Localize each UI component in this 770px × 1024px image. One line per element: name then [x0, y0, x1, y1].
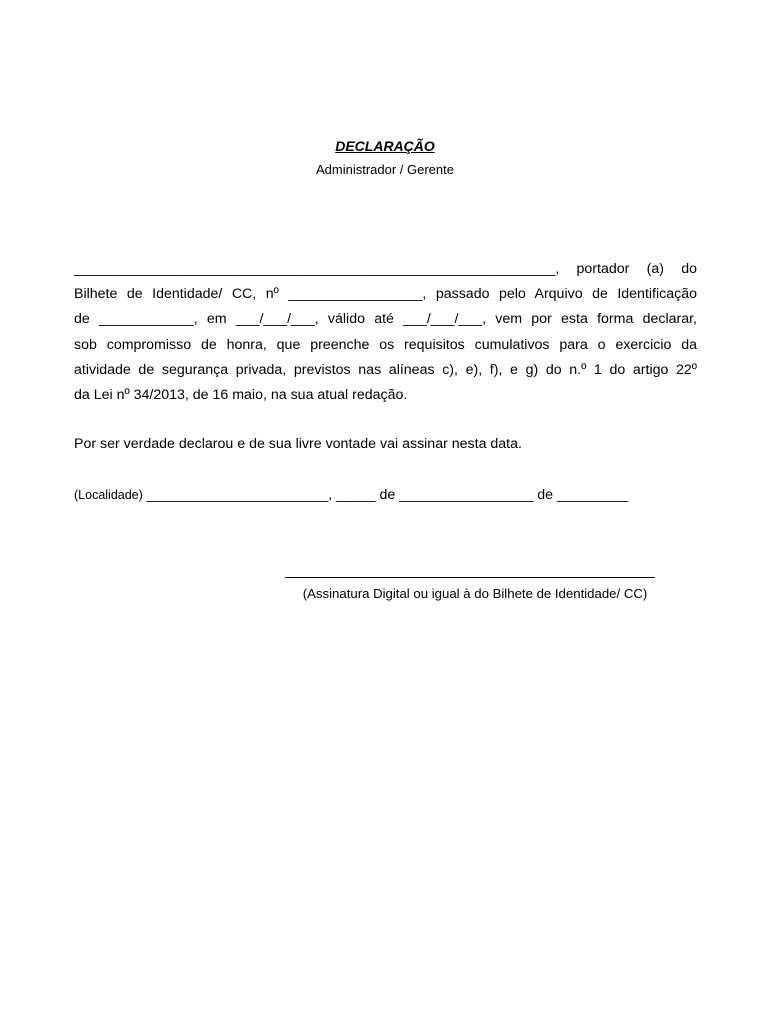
signature-caption: (Assinatura Digital ou igual à do Bilhete de Identidade/ CC) — [302, 586, 648, 601]
locality-date-line — [74, 485, 628, 505]
locality-label: (Localidade) — [74, 488, 143, 502]
document-subtitle: Administrador / Gerente — [315, 162, 454, 177]
closing-statement: Por ser verdade declarou e de sua livre vontade vai assinar nesta data. — [74, 436, 522, 452]
signature-line — [285, 577, 655, 578]
locality-date-blanks: _______________________, _____ de _________________ de _________ — [142, 487, 629, 503]
document-title: DECLARAÇÃO — [335, 138, 435, 154]
body-line-1: _____________________________________________________________, portador (a) do — [74, 261, 697, 277]
body-line-4: sob compromisso de honra, que preenche os requisitos cumulativos para o exercicio da — [74, 336, 697, 353]
body-line-2: Bilhete de Identidade/ CC, nº _________________, passado pelo Arquivo de Identificação — [74, 286, 697, 303]
declaration-body — [74, 257, 697, 408]
body-line-5: atividade de segurança privada, previstos nas alíneas c), e), f), e g) do n.º 1 do artigo 22º — [74, 361, 697, 378]
body-line-3: de ____________, em ___/___/___, válido até ___/___/___, vem por esta forma declarar, — [74, 311, 697, 328]
body-line-6: da Lei nº 34/2013, de 16 maio, na sua atual redação. — [74, 387, 408, 404]
